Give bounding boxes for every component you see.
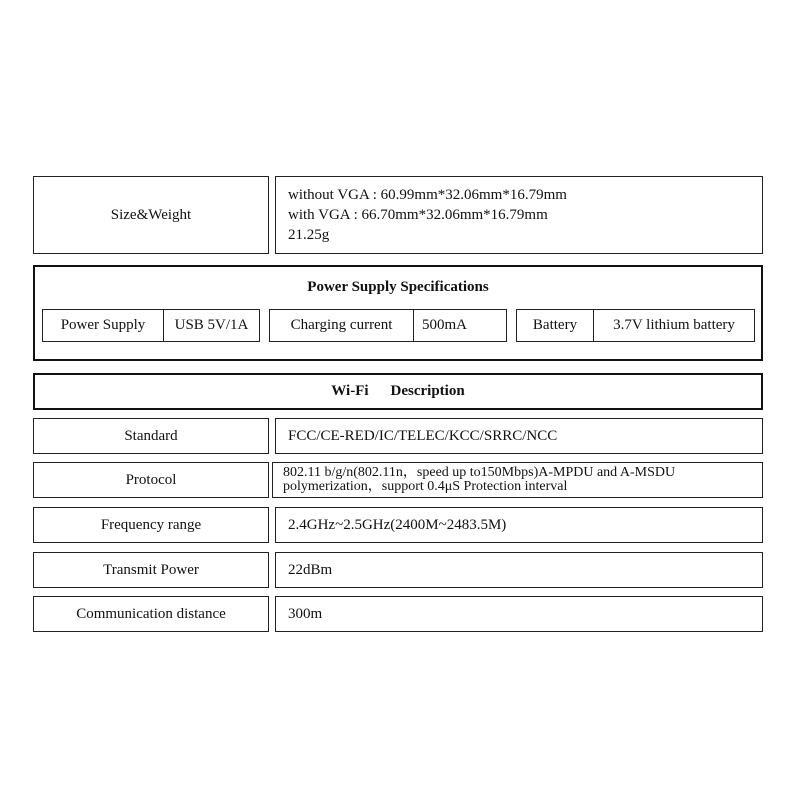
weight-value: 21.25g [288,227,330,243]
wifi-title: Wi-Fi [331,383,369,399]
transmit-power-label-cell: Transmit Power [33,552,269,588]
size-weight-value-cell [275,176,763,254]
communication-distance-label-cell: Communication distance [33,596,269,632]
charging-current-value: 500mA [413,309,507,342]
power-supply-label: Power Supply [42,309,164,342]
size-weight-label: Size&Weight [110,206,192,223]
standard-value-cell: FCC/CE-RED/IC/TELEC/KCC/SRRC/NCC [275,418,763,454]
frequency-label-cell: Frequency range [33,507,269,543]
battery-label: Battery [516,309,594,342]
size-without-vga: without VGA : 60.99mm*32.06mm*16.79mm [288,187,567,203]
protocol-label-cell: Protocol [33,462,269,498]
wifi-description-header [33,373,763,410]
description-title: Description [390,383,465,399]
size-with-vga: with VGA : 66.70mm*32.06mm*16.79mm [288,207,548,223]
charging-current-label: Charging current [269,309,414,342]
frequency-value-cell: 2.4GHz~2.5GHz(2400M~2483.5M) [275,507,763,543]
power-supply-value: USB 5V/1A [163,309,260,342]
communication-distance-value-cell: 300m [275,596,763,632]
size-weight-label-cell [33,176,269,254]
battery-value: 3.7V lithium battery [593,309,755,342]
standard-label-cell: Standard [33,418,269,454]
protocol-value-cell: 802.11 b/g/n(802.11n，speed up to150Mbps)A-MPDU and A-MSDU polymerization，support 0.4μS Protection interval [272,462,763,498]
power-supply-title: Power Supply Specifications [307,279,489,295]
size-weight-values [288,185,567,245]
transmit-power-value-cell: 22dBm [275,552,763,588]
